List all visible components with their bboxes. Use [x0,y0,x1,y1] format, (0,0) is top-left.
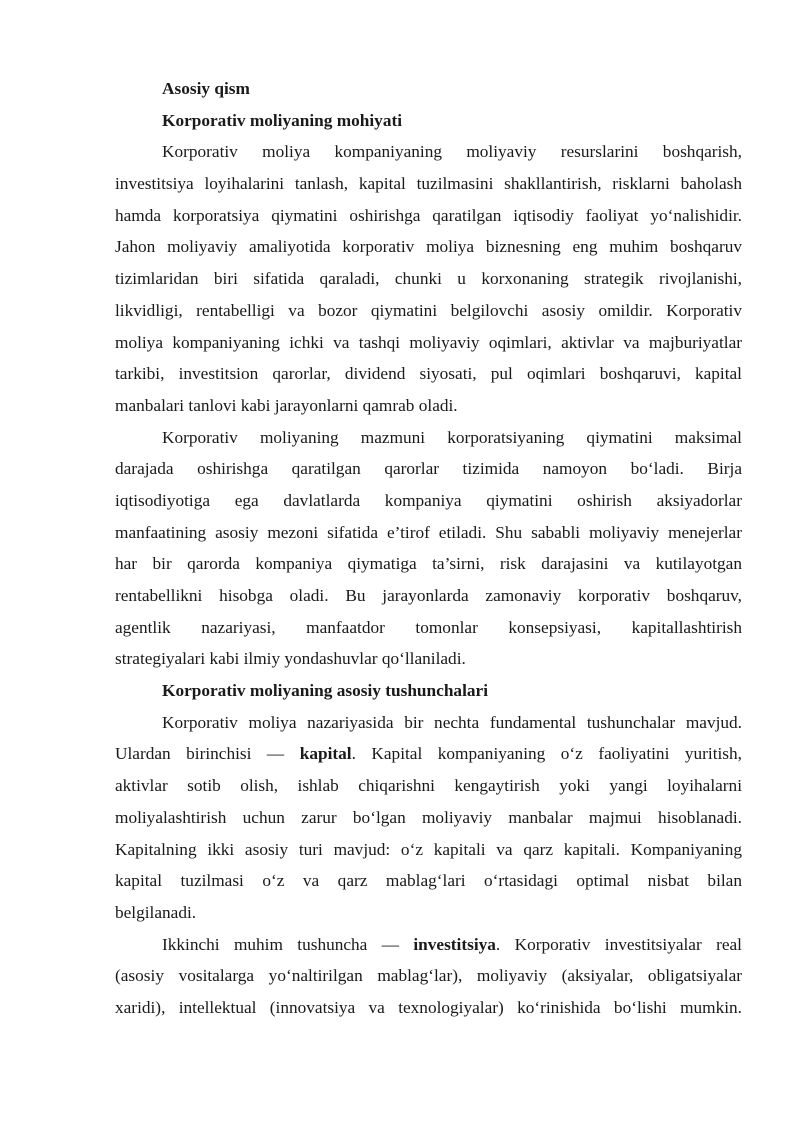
term-investitsiya: investitsiya [413,934,496,954]
paragraph-text: Ulardan birinchisi — [115,744,300,764]
paragraph-line: iqtisodiyotiga ega davlatlarda kompaniya qiymatini oshirish aksiyadorlar [115,490,742,510]
document-page [115,73,742,1024]
paragraph-line: xaridi), intellektual (innovatsiya va texnologiyalar) ko‘rinishida bo‘lishi mumkin. [115,997,742,1017]
heading-concepts: Korporativ moliyaning asosiy tushunchalari [162,681,488,701]
paragraph-line: moliyalashtirish uchun zarur bo‘lgan moliyaviy manbalar majmui hisoblanadi. [115,807,742,827]
paragraph-3 [115,707,742,929]
paragraph-line: investitsiya loyihalarini tanlash, kapital tuzilmasini shakllantirish, risklarni baholash [115,174,742,194]
paragraph-line: hamda korporatsiya qiymatini oshirishga qaratilgan iqtisodiy faoliyat yo‘nalishidir. [115,205,742,225]
paragraph-line: belgilanadi. [115,902,197,922]
paragraph-2 [115,422,742,676]
paragraph-line: har bir qarorda kompaniya qiymatiga ta’sirni, risk darajasini va kutilayotgan [115,554,742,574]
heading-main-part: Asosiy qism [162,79,250,98]
paragraph-line [115,738,742,770]
term-kapital: kapital [299,744,352,764]
paragraph-line: tizimlaridan biri sifatida qaraladi, chunki u korxonaning strategik rivojlanishi, [115,269,742,289]
paragraph-line: Kapitalning ikki asosiy turi mavjud: o‘z kapitali va qarz kapitali. Kompaniyaning [115,839,742,859]
paragraph-line: strategiyalari kabi ilmiy yondashuvlar qo‘llaniladi. [115,649,466,669]
paragraph-text: . Kapital kompaniyaning o‘z faoliyatini yuritish, [351,744,742,764]
paragraph-line: Jahon moliyaviy amaliyotida korporativ moliya biznesning eng muhim boshqaruv [115,237,742,257]
paragraph-text: Ikkinchi muhim tushuncha — [162,934,414,954]
paragraph-line: aktivlar sotib olish, ishlab chiqarishni kengaytirish yoki yangi loyihalarni [115,776,742,796]
heading-essence: Korporativ moliyaning mohiyati [162,110,403,130]
paragraph-line: agentlik nazariyasi, manfaatdor tomonlar konsepsiyasi, kapitallashtirish [115,617,742,637]
paragraph-line: tarkibi, investitsion qarorlar, dividend siyosati, pul oqimlari boshqaruvi, kapital [115,364,742,384]
paragraph-line: manbalari tanlovi kabi jarayonlarni qamrab oladi. [115,395,458,415]
paragraph-text: . Korporativ investitsiyalar real [495,934,742,954]
paragraph-line: likvidligi, rentabelligi va bozor qiymatini belgilovchi asosiy omildir. Korporativ [115,300,742,320]
paragraph-line: (asosiy vositalarga yo‘naltirilgan mablag‘lar), moliyaviy (aksiyalar, obligatsiyalar [115,966,742,986]
paragraph-line: darajada oshirishga qaratilgan qarorlar tizimida namoyon bo‘ladi. Birja [115,459,742,479]
paragraph-4 [115,929,742,1024]
paragraph-line [115,929,742,961]
paragraph-line: Korporativ moliya nazariyasida bir nechta fundamental tushunchalar mavjud. [162,712,742,732]
paragraph-line: moliya kompaniyaning ichki va tashqi moliyaviy oqimlari, aktivlar va majburiyatlar [115,332,742,352]
paragraph-line: manfaatining asosiy mezoni sifatida e’tirof etiladi. Shu sababli moliyaviy menejerlar [115,522,742,542]
paragraph-line: rentabellikni hisobga oladi. Bu jarayonlarda zamonaviy korporativ boshqaruv, [115,586,742,605]
paragraph-1 [115,136,742,421]
paragraph-line: kapital tuzilmasi o‘z va qarz mablag‘lari o‘rtasidagi optimal nisbat bilan [115,871,742,891]
paragraph-line: Korporativ moliya kompaniyaning moliyaviy resurslarini boshqarish, [162,142,742,162]
paragraph-line: Korporativ moliyaning mazmuni korporatsiyaning qiymatini maksimal [162,427,742,447]
